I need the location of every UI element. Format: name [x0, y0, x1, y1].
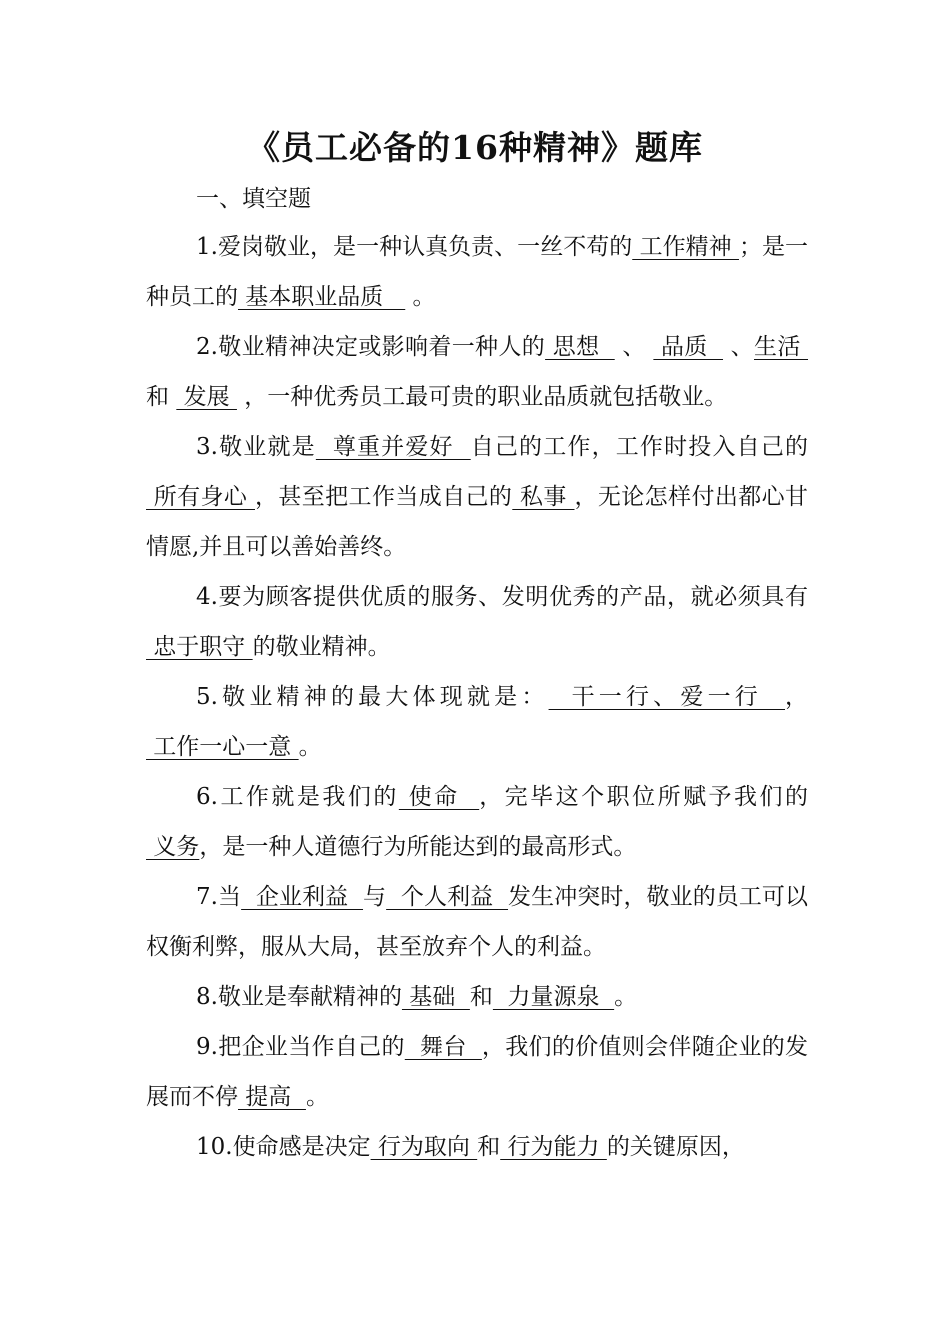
question-text: 与 — [363, 884, 387, 910]
answer-blank: 忠于职守 — [146, 634, 253, 660]
answer-blank: 行为能力 — [500, 1134, 607, 1160]
answer-blank: 工作一心一意 — [146, 734, 299, 760]
answer-blank: 个人利益 — [386, 884, 509, 910]
question-number: 3. — [196, 434, 218, 460]
answer-blank: 生活 — [754, 334, 809, 360]
question-number: 1. — [196, 234, 218, 260]
question-text: 自己的工作，工作时投入自己的 — [470, 434, 808, 460]
question-item — [146, 772, 808, 872]
question-text: 发生冲突时，敬业的员工可以权衡利弊，服从大局，甚至放弃个人的利益。 — [146, 884, 809, 960]
question-item — [146, 872, 808, 972]
answer-blank: 思想 — [545, 334, 615, 360]
question-text: 和 — [469, 984, 493, 1010]
question-text: ，无论怎样付出都心甘情愿,并且可以善始善终。 — [146, 484, 809, 560]
question-number: 9. — [196, 1034, 218, 1060]
question-text: ，我们的价值则会伴随企业的发展而不停 — [146, 1034, 809, 1110]
question-number: 6. — [196, 784, 218, 810]
answer-blank: 发展 — [176, 384, 237, 410]
question-number: 2. — [196, 334, 218, 360]
question-text: 的敬业精神。 — [252, 634, 391, 660]
question-item — [146, 1022, 808, 1122]
question-text: 敬业精神决定或影响着一种人的 — [217, 334, 546, 360]
answer-blank: 工作精神 — [632, 234, 739, 260]
question-number: 10. — [196, 1134, 233, 1160]
answer-blank: 干一行、爱一行 — [548, 684, 786, 710]
answer-blank: 私事 — [512, 484, 575, 510]
question-item — [146, 222, 808, 322]
question-text: 、 — [723, 334, 755, 360]
question-text: ，甚至把工作当成自己的 — [254, 484, 513, 510]
question-text: ，一种优秀员工最可贵的职业品质就包括敬业。 — [236, 384, 728, 410]
question-list — [146, 222, 808, 1172]
question-text: 要为顾客提供优质的服务、发明优秀的产品，就必须具有 — [217, 584, 808, 610]
answer-blank: 基本职业品质 — [238, 284, 406, 310]
question-text: 敬业是奉献精神的 — [217, 984, 402, 1010]
question-number: 4. — [196, 584, 218, 610]
question-text: ，完毕这个职位所赋予我们的 — [479, 784, 808, 810]
question-text: 。 — [305, 1084, 329, 1110]
answer-blank: 所有身心 — [146, 484, 255, 510]
question-text: 使命感是决定 — [232, 1134, 371, 1160]
question-text: 把企业当作自己的 — [217, 1034, 405, 1060]
section-heading: 一、填空题 — [196, 186, 311, 212]
question-item — [146, 572, 808, 672]
question-item — [146, 972, 808, 1022]
question-text: ，是一种人道德行为所能达到的最高形式。 — [199, 834, 637, 860]
question-text: ；是一种员工的 — [146, 234, 808, 310]
question-number: 7. — [196, 884, 218, 910]
question-text: 敬业精神的最大体现就是： — [217, 684, 549, 710]
question-text: 。 — [405, 284, 436, 310]
question-text: 。 — [298, 734, 322, 760]
answer-blank: 基础 — [401, 984, 470, 1010]
answer-blank: 舞台 — [404, 1034, 482, 1060]
question-text: 工作就是我们的 — [217, 784, 399, 810]
question-item — [146, 672, 808, 772]
answer-blank: 提高 — [238, 1084, 306, 1110]
question-number: 8. — [196, 984, 218, 1010]
answer-blank: 义务 — [146, 834, 200, 860]
question-number: 5. — [196, 684, 218, 710]
question-text: 当 — [217, 884, 242, 910]
question-text: ， — [785, 684, 809, 710]
answer-blank: 使命 — [398, 784, 480, 810]
answer-blank: 品质 — [653, 334, 724, 360]
question-text: 。 — [614, 984, 638, 1010]
answer-blank: 行为取向 — [370, 1134, 478, 1160]
question-text: 敬业就是 — [217, 434, 316, 460]
answer-blank: 力量源泉 — [492, 984, 615, 1010]
question-text: 、 — [614, 334, 654, 360]
question-text: 的关键原因， — [606, 1134, 745, 1160]
question-item — [146, 1122, 808, 1172]
question-item — [146, 422, 808, 572]
question-text: 爱岗敬业，是一种认真负责、一丝不苟的 — [217, 234, 633, 260]
question-item — [146, 322, 808, 422]
answer-blank: 尊重并爱好 — [315, 434, 471, 460]
document-title: 《员工必备的16种精神》题库 — [247, 128, 703, 167]
question-text: 和 — [477, 1134, 501, 1160]
answer-blank: 企业利益 — [241, 884, 364, 910]
question-text: 和 — [146, 384, 177, 410]
